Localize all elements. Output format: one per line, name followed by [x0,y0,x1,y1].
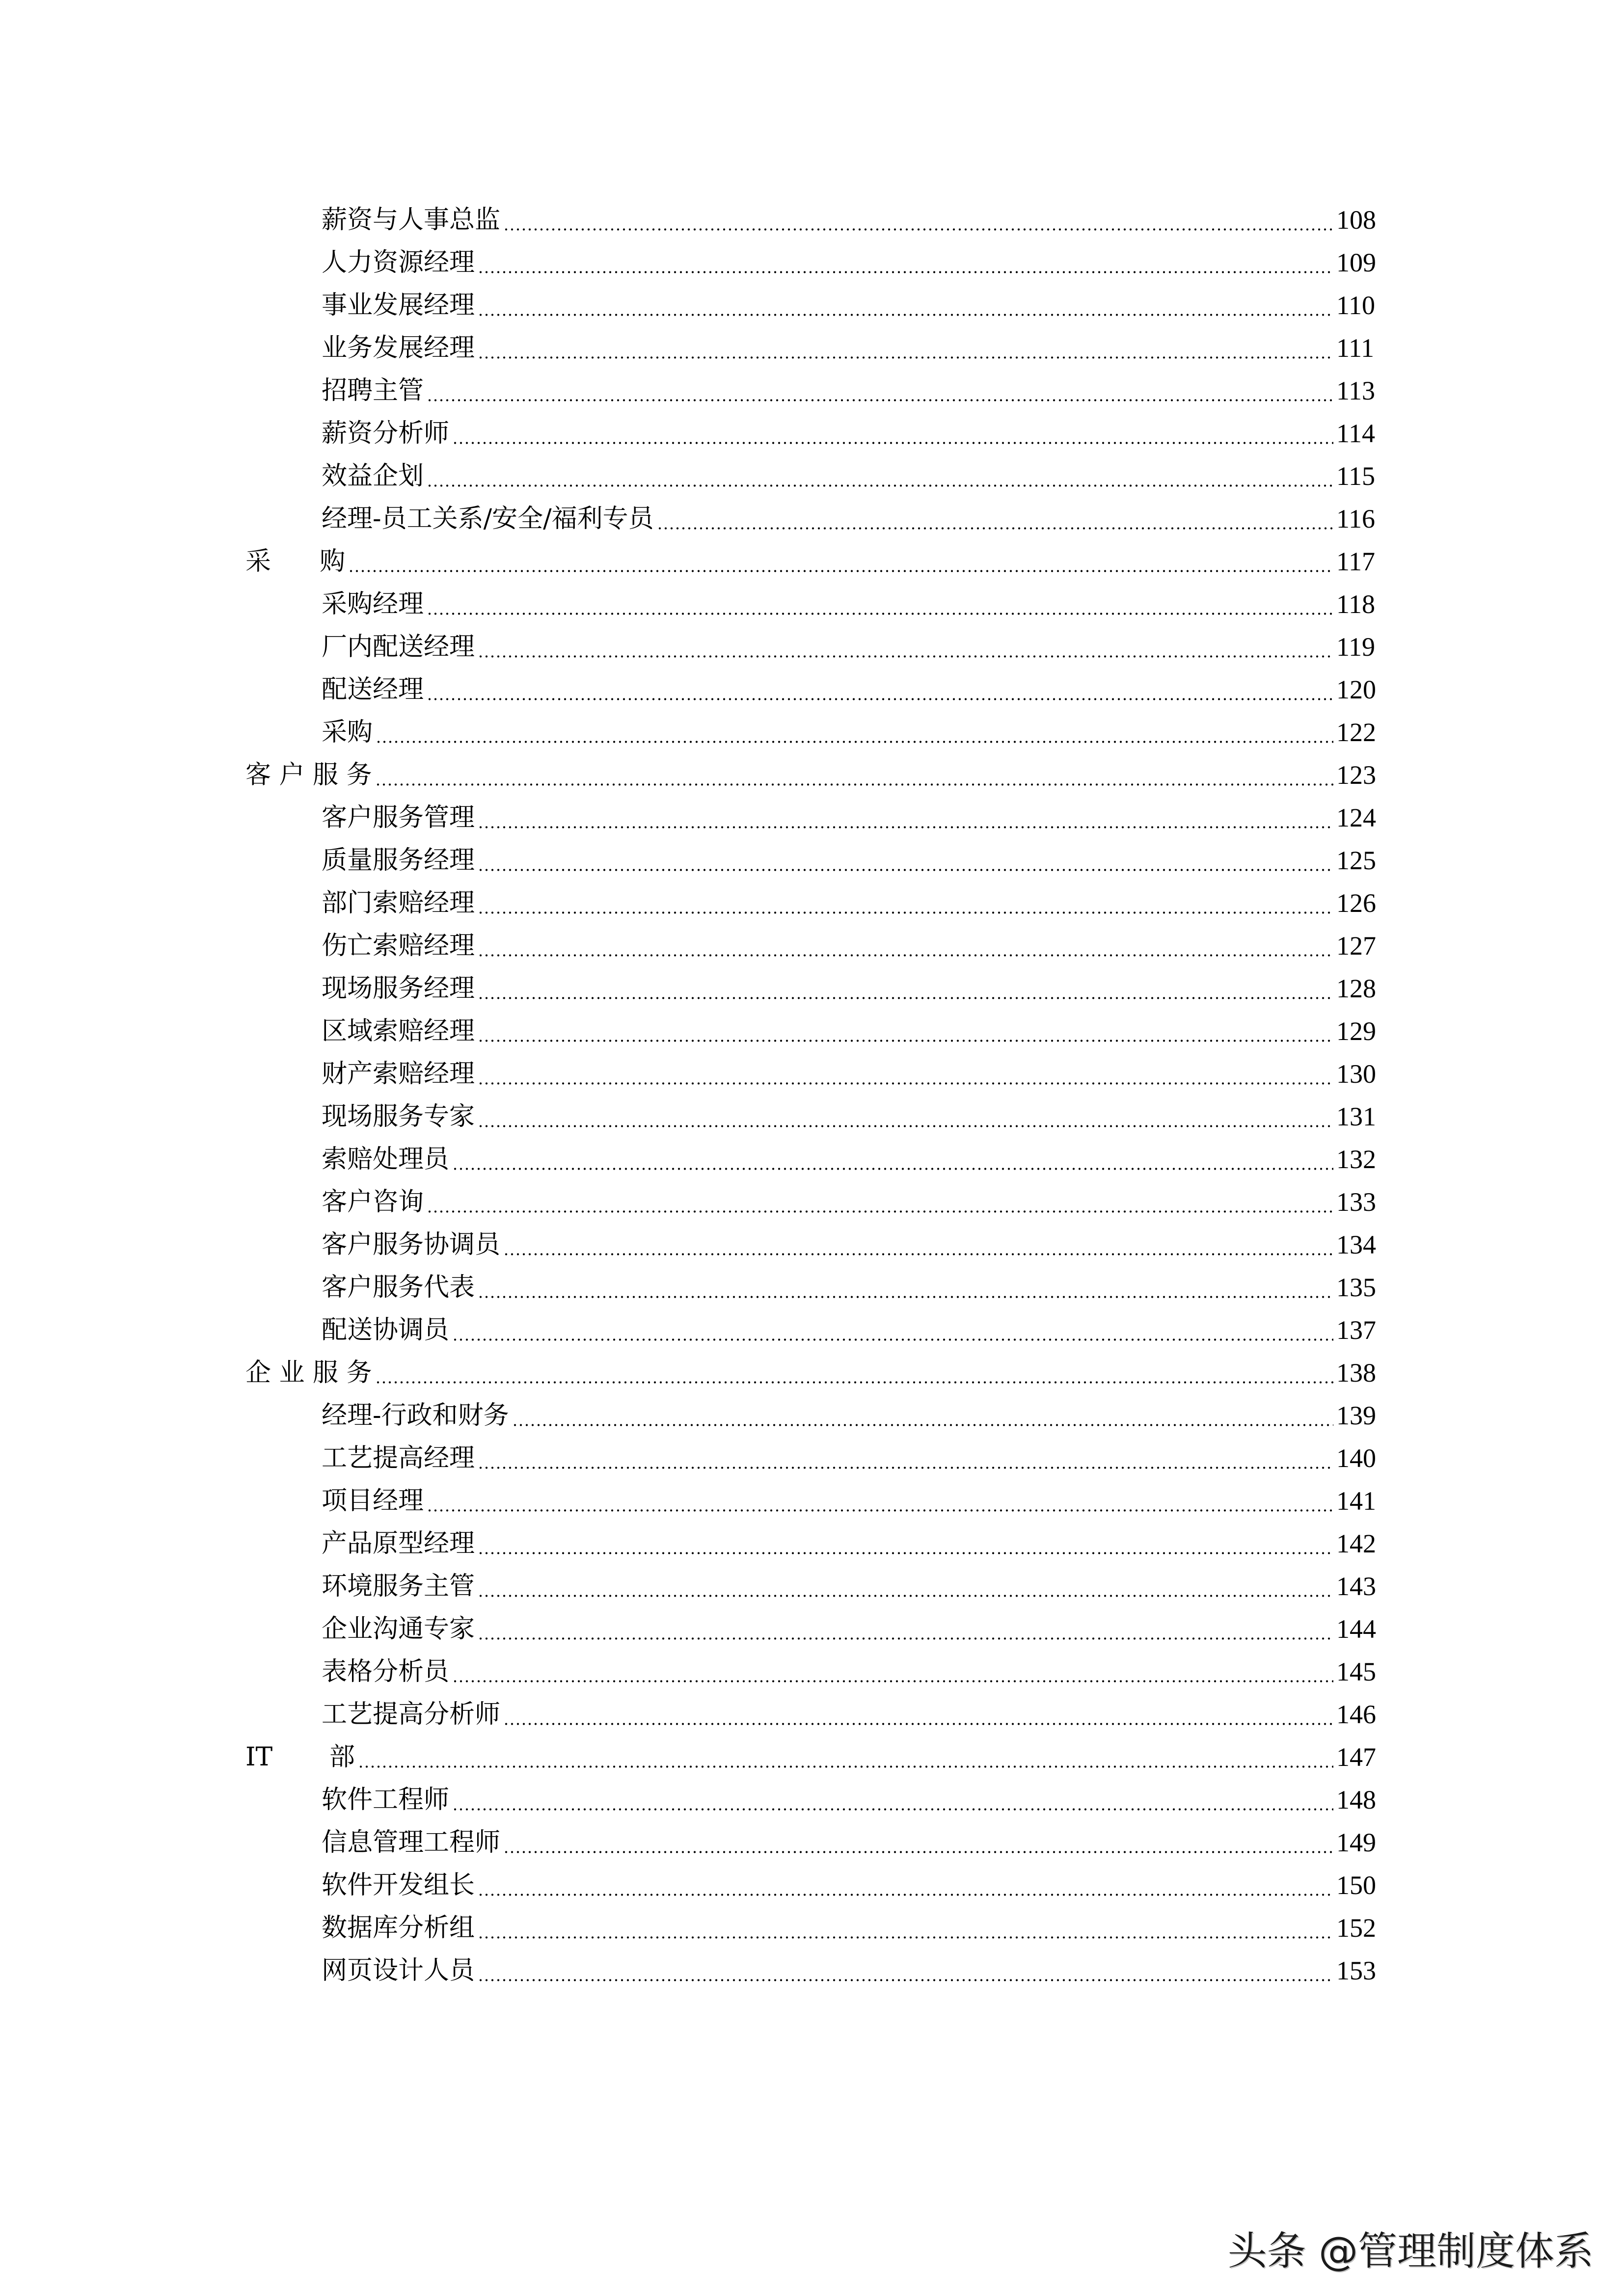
dot-leader [478,925,1333,967]
dot-leader [478,1949,1333,1992]
toc-page-number: 109 [1336,248,1376,277]
toc-entry[interactable] [0,1779,1383,1821]
dot-leader [358,1736,1333,1779]
dot-leader [478,284,1333,327]
toc-entry[interactable] [0,839,1383,882]
toc-entry-title: 人力资源经理 [322,248,475,277]
toc-entry[interactable] [0,327,1383,370]
toc-entry-title: 薪资与人事总监 [322,205,501,235]
toc-entry-title: 采购经理 [322,589,424,619]
toc-page-number: 113 [1336,376,1375,405]
toc-page-number: 129 [1336,1016,1376,1046]
dot-leader [503,1693,1333,1736]
dot-leader [427,1181,1333,1224]
toc-entry-title: 工艺提高分析师 [322,1700,501,1729]
toc-entry-title: 索赔处理员 [322,1145,450,1174]
toc-entry[interactable] [0,498,1383,540]
dot-leader [503,199,1333,241]
toc-entry[interactable] [0,1608,1383,1651]
toc-entry-title: 数据库分析组 [322,1913,475,1943]
toc-entry[interactable] [0,882,1383,925]
toc-entry-title: 采购 [322,718,373,747]
dot-leader [478,797,1333,839]
dot-leader [478,839,1333,882]
toc-entry[interactable] [0,370,1383,412]
toc-page-number: 146 [1336,1700,1376,1729]
toc-entry[interactable] [0,797,1383,839]
toc-section-heading[interactable] [0,540,1383,583]
toc-entry-title: 伤亡索赔经理 [322,931,475,961]
toc-page-number: 149 [1336,1828,1376,1857]
toc-entry[interactable] [0,1480,1383,1522]
toc-entry-title: 企 业 服 务 [245,1358,372,1388]
toc-entry-title: 信息管理工程师 [322,1828,501,1857]
toc-page-number: 139 [1336,1401,1376,1430]
toc-entry-title: 采 购 [245,547,346,576]
toc-page-number: 140 [1336,1443,1376,1473]
toc-page-number: 148 [1336,1785,1376,1815]
toc-entry-title: 经理-行政和财务 [322,1401,509,1430]
toc-entry[interactable] [0,1138,1383,1181]
toc-page-number: 119 [1336,632,1375,662]
toc-entry-title: 项目经理 [322,1486,424,1516]
toc-page-number: 132 [1336,1145,1376,1174]
dot-leader [375,1352,1333,1394]
toc-entry[interactable] [0,1224,1383,1266]
toc-page-number: 117 [1336,547,1375,576]
toc-entry-title: 客户服务管理 [322,803,475,832]
toc-entry[interactable] [0,1565,1383,1608]
toc-entry-title: 业务发展经理 [322,333,475,363]
dot-leader [512,1394,1333,1437]
toc-entry[interactable] [0,626,1383,668]
dot-leader [478,1010,1333,1053]
toc-entry[interactable] [0,668,1383,711]
dot-leader [503,1821,1333,1864]
toc-entry-title: 客 户 服 务 [245,760,372,790]
toc-entry-title: 表格分析员 [322,1657,450,1686]
toc-page-number: 150 [1336,1870,1376,1900]
toc-entry-title: 事业发展经理 [322,291,475,320]
dot-leader [427,455,1333,498]
toc-page-number: 152 [1336,1913,1376,1943]
toc-page-number: 111 [1336,333,1374,363]
table-of-contents [0,199,1624,1992]
dot-leader [478,1565,1333,1608]
toc-section-heading[interactable] [0,754,1383,797]
toc-page-number: 124 [1336,803,1376,832]
dot-leader [452,1138,1333,1181]
toc-entry-title: 网页设计人员 [322,1956,475,1985]
toc-entry[interactable] [0,1693,1383,1736]
dot-leader [478,241,1333,284]
dot-leader [657,498,1333,540]
toc-entry-title: 企业沟通专家 [322,1614,475,1644]
toc-page-number: 116 [1336,504,1375,534]
dot-leader [452,1651,1333,1693]
toc-page-number: 153 [1336,1956,1376,1985]
toc-entry-title: 软件工程师 [322,1785,450,1815]
toc-entry[interactable] [0,1522,1383,1565]
toc-page-number: 108 [1336,205,1376,235]
dot-leader [427,1480,1333,1522]
toc-entry-title: 产品原型经理 [322,1529,475,1558]
toc-entry-title: IT 部 [245,1742,355,1772]
toc-page-number: 115 [1336,461,1375,491]
toc-page-number: 141 [1336,1486,1376,1516]
toc-entry[interactable] [0,1309,1383,1352]
dot-leader [478,1864,1333,1907]
dot-leader [478,1907,1333,1949]
toc-entry[interactable] [0,284,1383,327]
toc-entry-title: 部门索赔经理 [322,888,475,918]
toc-page-number: 127 [1336,931,1376,961]
toc-entry-title: 客户咨询 [322,1187,424,1217]
toc-page-number: 130 [1336,1059,1376,1089]
toc-entry-title: 工艺提高经理 [322,1443,475,1473]
toc-entry[interactable] [0,1651,1383,1693]
dot-leader [478,1608,1333,1651]
dot-leader [478,967,1333,1010]
toc-entry[interactable] [0,1864,1383,1907]
dot-leader [478,1095,1333,1138]
toc-page-number: 134 [1336,1230,1376,1259]
toc-entry[interactable] [0,199,1383,241]
toc-section-heading[interactable] [0,1736,1383,1779]
toc-entry-title: 效益企划 [322,461,424,491]
dot-leader [503,1224,1333,1266]
toc-page-number: 125 [1336,846,1376,875]
toc-page-number: 118 [1336,589,1375,619]
dot-leader [375,754,1333,797]
dot-leader [478,1053,1333,1095]
toc-entry-title: 经理-员工关系/安全/福利专员 [322,504,654,534]
toc-page-number: 126 [1336,888,1376,918]
toc-entry[interactable] [0,1266,1383,1309]
toc-entry-title: 配送经理 [322,675,424,704]
toc-page-number: 143 [1336,1572,1376,1601]
toc-entry-title: 现场服务专家 [322,1102,475,1131]
toc-entry-title: 区域索赔经理 [322,1016,475,1046]
toc-entry[interactable] [0,967,1383,1010]
dot-leader [427,370,1333,412]
toc-entry[interactable] [0,241,1383,284]
toc-section-heading[interactable] [0,1352,1383,1394]
toc-entry[interactable] [0,1394,1383,1437]
toc-entry[interactable] [0,1053,1383,1095]
toc-entry-title: 质量服务经理 [322,846,475,875]
toc-list [0,199,1383,1992]
toc-page-number: 120 [1336,675,1376,704]
dot-leader [427,668,1333,711]
dot-leader [376,711,1333,754]
toc-entry[interactable] [0,1095,1383,1138]
toc-entry[interactable] [0,1949,1383,1992]
dot-leader [452,412,1333,455]
dot-leader [452,1779,1333,1821]
toc-entry-title: 现场服务经理 [322,974,475,1003]
toc-page-number: 138 [1336,1358,1376,1388]
toc-entry[interactable] [0,1181,1383,1224]
toc-entry-title: 薪资分析师 [322,419,450,448]
toc-page-number: 135 [1336,1273,1376,1302]
toc-entry[interactable] [0,1437,1383,1480]
toc-entry-title: 客户服务代表 [322,1273,475,1302]
toc-entry[interactable] [0,1907,1383,1949]
toc-entry[interactable] [0,925,1383,967]
toc-entry-title: 厂内配送经理 [322,632,475,662]
toc-entry[interactable] [0,412,1383,455]
dot-leader [478,327,1333,370]
toc-entry[interactable] [0,1010,1383,1053]
dot-leader [427,583,1333,626]
toc-page-number: 114 [1336,419,1375,448]
toc-page-number: 145 [1336,1657,1376,1686]
dot-leader [478,1266,1333,1309]
toc-page-number: 133 [1336,1187,1376,1217]
toc-entry[interactable] [0,583,1383,626]
toc-page-number: 128 [1336,974,1376,1003]
toc-entry-title: 财产索赔经理 [322,1059,475,1089]
dot-leader [452,1309,1333,1352]
toc-entry-title: 软件开发组长 [322,1870,475,1900]
toc-page-number: 123 [1336,760,1376,790]
toc-entry[interactable] [0,711,1383,754]
toc-entry[interactable] [0,455,1383,498]
toc-entry-title: 环境服务主管 [322,1572,475,1601]
toc-page-number: 142 [1336,1529,1376,1558]
toc-page-number: 137 [1336,1315,1376,1345]
toc-entry-title: 招聘主管 [322,376,424,405]
toc-page-number: 144 [1336,1614,1376,1644]
dot-leader [478,1522,1333,1565]
toc-page-number: 147 [1336,1742,1376,1772]
watermark: 头条 @管理制度体系 [1227,2228,1594,2274]
toc-entry[interactable] [0,1821,1383,1864]
toc-entry-title: 客户服务协调员 [322,1230,501,1259]
dot-leader [478,1437,1333,1480]
dot-leader [348,540,1333,583]
toc-page-number: 131 [1336,1102,1376,1131]
toc-page-number: 122 [1336,718,1376,747]
toc-entry-title: 配送协调员 [322,1315,450,1345]
dot-leader [478,882,1333,925]
dot-leader [478,626,1333,668]
toc-page-number: 110 [1336,291,1375,320]
